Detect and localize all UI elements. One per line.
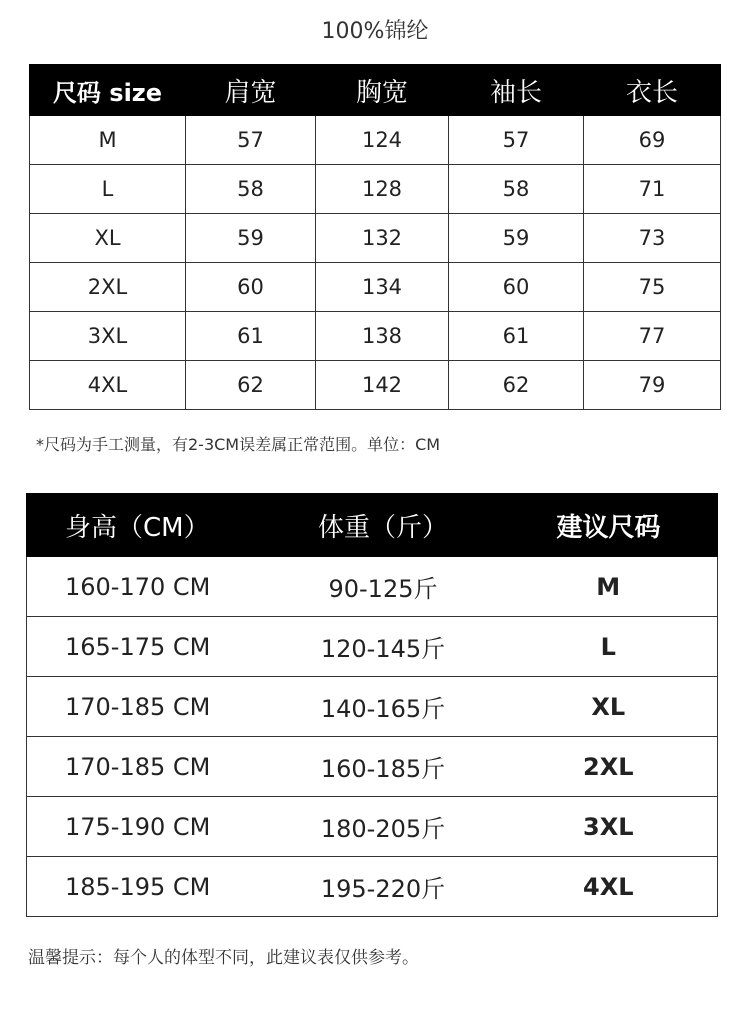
size-cell: 4XL xyxy=(30,361,186,410)
table-row xyxy=(27,557,718,617)
length-cell: 69 xyxy=(584,116,721,165)
size-cell: 3XL xyxy=(30,312,186,361)
table-row xyxy=(27,677,718,737)
weight-cell: 180-205斤 xyxy=(267,797,500,857)
length-cell: 75 xyxy=(584,263,721,312)
recommended-size-cell: L xyxy=(500,617,718,677)
height-cell: 165-175 CM xyxy=(27,617,267,677)
header-weight: 体重（斤） xyxy=(267,494,500,557)
header-chest: 胸宽 xyxy=(316,65,449,116)
length-cell: 79 xyxy=(584,361,721,410)
recommended-size-cell: 3XL xyxy=(500,797,718,857)
weight-cell: 160-185斤 xyxy=(267,737,500,797)
size-chart-header-row xyxy=(30,65,721,116)
size-cell: XL xyxy=(30,214,186,263)
recommended-size-cell: M xyxy=(500,557,718,617)
size-cell: M xyxy=(30,116,186,165)
table-row xyxy=(30,263,721,312)
length-cell: 71 xyxy=(584,165,721,214)
header-sleeve: 袖长 xyxy=(449,65,584,116)
sleeve-cell: 58 xyxy=(449,165,584,214)
chest-cell: 128 xyxy=(316,165,449,214)
chest-cell: 124 xyxy=(316,116,449,165)
sleeve-cell: 57 xyxy=(449,116,584,165)
length-cell: 77 xyxy=(584,312,721,361)
shoulder-cell: 59 xyxy=(186,214,316,263)
measurement-note: *尺码为手工测量，有2-3CM误差属正常范围。单位：CM xyxy=(36,435,441,454)
shoulder-cell: 58 xyxy=(186,165,316,214)
sleeve-cell: 61 xyxy=(449,312,584,361)
size-recommendation-table xyxy=(26,493,718,917)
size-cell: L xyxy=(30,165,186,214)
header-size: 尺码 size xyxy=(30,65,186,116)
page-title: 100%锦纶 xyxy=(321,19,429,44)
height-cell: 170-185 CM xyxy=(27,737,267,797)
chest-cell: 138 xyxy=(316,312,449,361)
size-chart-table xyxy=(29,64,721,410)
header-shoulder: 肩宽 xyxy=(186,65,316,116)
table-row xyxy=(27,857,718,917)
weight-cell: 90-125斤 xyxy=(267,557,500,617)
weight-cell: 140-165斤 xyxy=(267,677,500,737)
height-cell: 175-190 CM xyxy=(27,797,267,857)
sleeve-cell: 60 xyxy=(449,263,584,312)
shoulder-cell: 62 xyxy=(186,361,316,410)
reference-note: 温馨提示：每个人的体型不同，此建议表仅供参考。 xyxy=(28,948,419,968)
height-cell: 185-195 CM xyxy=(27,857,267,917)
table-row xyxy=(30,165,721,214)
table-row xyxy=(27,797,718,857)
chest-cell: 142 xyxy=(316,361,449,410)
recommended-size-cell: 2XL xyxy=(500,737,718,797)
table-row xyxy=(30,116,721,165)
table-row xyxy=(30,214,721,263)
table-row xyxy=(30,361,721,410)
height-cell: 170-185 CM xyxy=(27,677,267,737)
header-length: 衣长 xyxy=(584,65,721,116)
shoulder-cell: 57 xyxy=(186,116,316,165)
recommended-size-cell: 4XL xyxy=(500,857,718,917)
table-row xyxy=(30,312,721,361)
weight-cell: 120-145斤 xyxy=(267,617,500,677)
chest-cell: 134 xyxy=(316,263,449,312)
recommendation-header-row xyxy=(27,494,718,557)
weight-cell: 195-220斤 xyxy=(267,857,500,917)
table-row xyxy=(27,617,718,677)
size-cell: 2XL xyxy=(30,263,186,312)
header-recommended-size: 建议尺码 xyxy=(500,494,718,557)
height-cell: 160-170 CM xyxy=(27,557,267,617)
recommended-size-cell: XL xyxy=(500,677,718,737)
shoulder-cell: 60 xyxy=(186,263,316,312)
header-height: 身高（CM） xyxy=(27,494,267,557)
length-cell: 73 xyxy=(584,214,721,263)
shoulder-cell: 61 xyxy=(186,312,316,361)
table-row xyxy=(27,737,718,797)
sleeve-cell: 59 xyxy=(449,214,584,263)
chest-cell: 132 xyxy=(316,214,449,263)
sleeve-cell: 62 xyxy=(449,361,584,410)
